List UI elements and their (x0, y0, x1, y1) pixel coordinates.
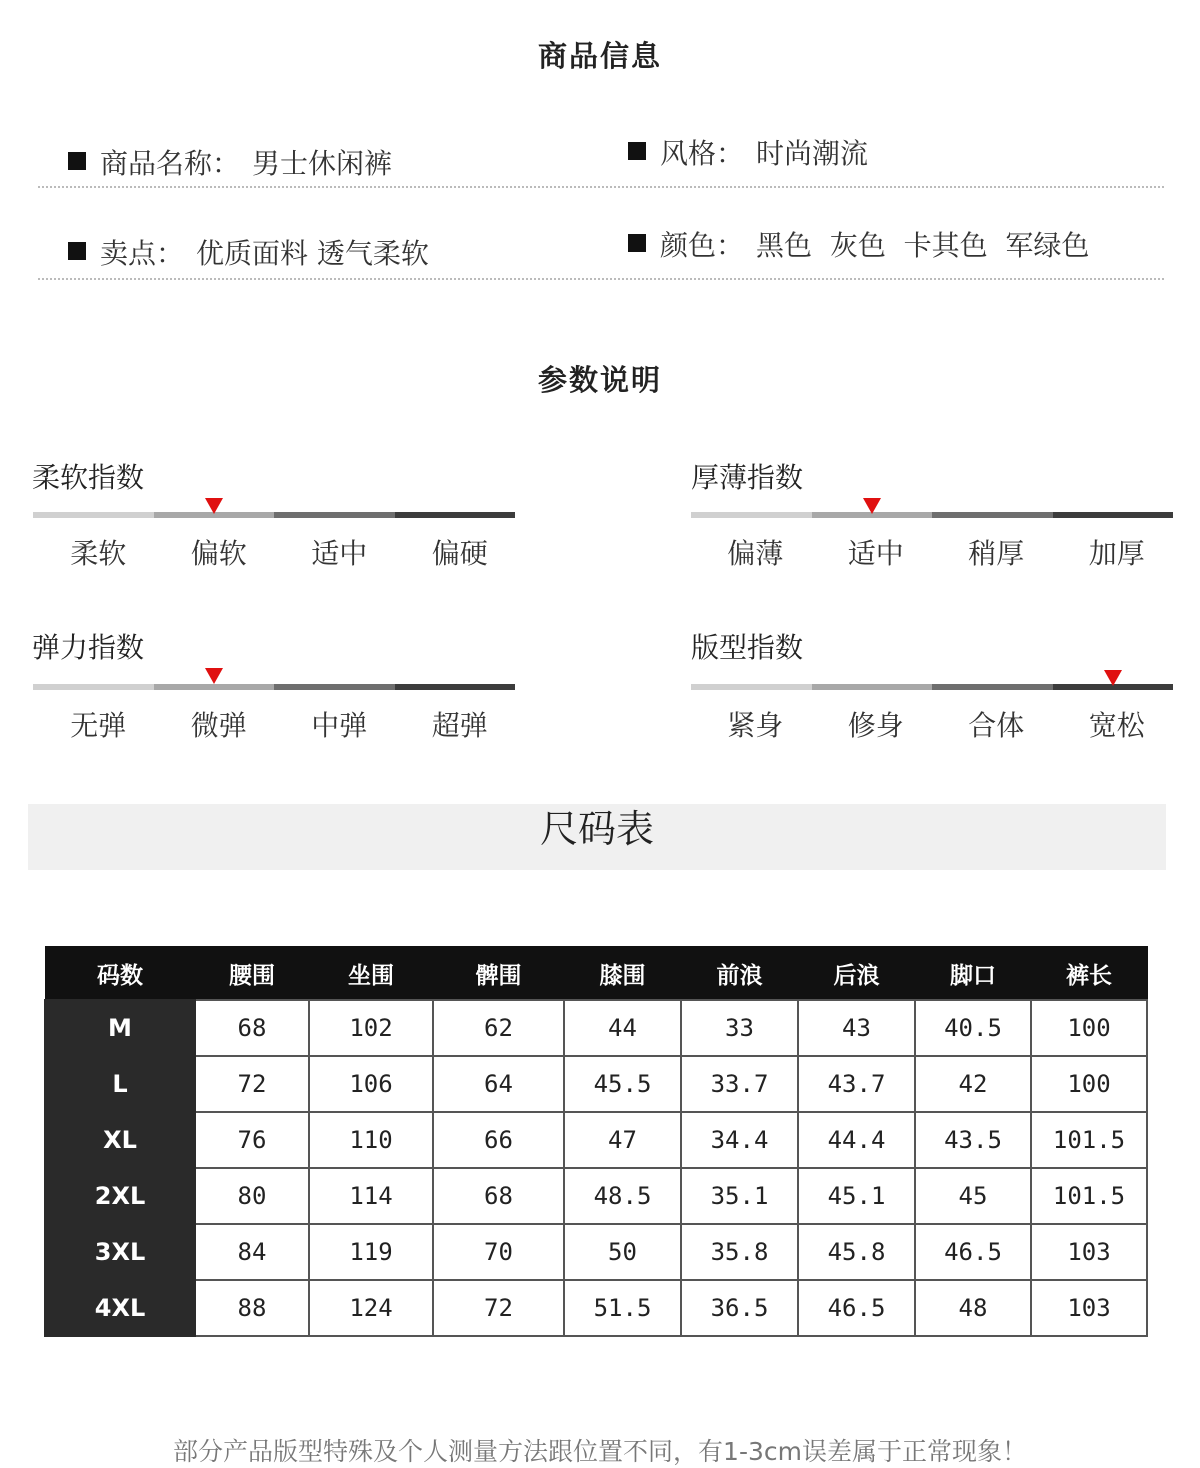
table-cell: 50 (564, 1224, 681, 1280)
table-cell: 44 (564, 1000, 681, 1056)
size-label-cell: 4XL (45, 1280, 195, 1336)
size-table (44, 946, 1148, 1337)
info-label: 风格： (660, 137, 745, 170)
table-row (45, 1112, 1147, 1168)
param-title-softness: 柔软指数 (32, 461, 145, 494)
table-row (45, 1056, 1147, 1112)
param-labels-fit (695, 704, 1177, 744)
table-cell: 62 (433, 1000, 564, 1056)
table-cell: 48.5 (564, 1168, 681, 1224)
param-level: 无弹 (70, 709, 127, 742)
table-cell: 46.5 (798, 1280, 915, 1336)
table-cell: 80 (195, 1168, 309, 1224)
info-value: 时尚潮流 (756, 137, 869, 170)
table-cell: 43.7 (798, 1056, 915, 1112)
table-cell: 124 (309, 1280, 433, 1336)
param-labels-thickness (695, 532, 1177, 572)
table-cell: 66 (433, 1112, 564, 1168)
size-label-cell: 3XL (45, 1224, 195, 1280)
table-cell: 68 (195, 1000, 309, 1056)
info-item-name (68, 142, 392, 182)
table-cell: 100 (1031, 1000, 1147, 1056)
table-cell: 34.4 (681, 1112, 798, 1168)
column-header: 前浪 (681, 947, 798, 1001)
table-cell: 110 (309, 1112, 433, 1168)
column-header: 脚口 (915, 947, 1031, 1001)
bullet-square-icon (628, 142, 646, 160)
table-cell: 45.8 (798, 1224, 915, 1280)
table-cell: 100 (1031, 1056, 1147, 1112)
size-label-cell: M (45, 1000, 195, 1056)
column-header: 坐围 (309, 947, 433, 1001)
table-cell: 103 (1031, 1280, 1147, 1336)
bullet-square-icon (68, 242, 86, 260)
table-cell: 51.5 (564, 1280, 681, 1336)
info-item-color (628, 224, 1089, 264)
table-row (45, 1168, 1147, 1224)
measurement-note: 部分产品版型特殊及个人测量方法跟位置不同，有1-3cm误差属于正常现象！ (173, 1437, 1027, 1466)
parameters-title: 参数说明 (537, 363, 662, 397)
table-row (45, 1224, 1147, 1280)
table-cell: 46.5 (915, 1224, 1031, 1280)
table-cell: 40.5 (915, 1000, 1031, 1056)
table-cell: 43 (798, 1000, 915, 1056)
param-level: 偏薄 (727, 537, 784, 570)
bullet-square-icon (628, 234, 646, 252)
param-level: 偏硬 (431, 537, 488, 570)
table-cell: 72 (433, 1280, 564, 1336)
param-level: 紧身 (727, 709, 784, 742)
dotted-divider (38, 278, 1164, 280)
column-header: 裤长 (1031, 947, 1147, 1001)
table-cell: 48 (915, 1280, 1031, 1336)
info-label: 卖点： (100, 237, 185, 270)
info-label: 颜色： (660, 229, 745, 262)
table-cell: 76 (195, 1112, 309, 1168)
param-bar-fit (691, 684, 1173, 690)
table-cell: 47 (564, 1112, 681, 1168)
param-level: 超弹 (431, 709, 488, 742)
param-level: 适中 (311, 537, 368, 570)
table-cell: 42 (915, 1056, 1031, 1112)
param-level: 稍厚 (968, 537, 1025, 570)
table-row (45, 1280, 1147, 1336)
param-level: 偏软 (190, 537, 247, 570)
table-cell: 45 (915, 1168, 1031, 1224)
param-labels-softness (38, 532, 520, 572)
param-title-thickness: 厚薄指数 (691, 461, 804, 494)
column-header: 腰围 (195, 947, 309, 1001)
param-level: 微弹 (190, 709, 247, 742)
table-cell: 114 (309, 1168, 433, 1224)
table-cell: 88 (195, 1280, 309, 1336)
column-header: 码数 (45, 947, 195, 1001)
info-value: 男士休闲裤 (252, 147, 393, 180)
column-header: 后浪 (798, 947, 915, 1001)
size-table-header-row (45, 947, 1147, 1001)
param-level: 中弹 (311, 709, 368, 742)
size-chart-title: 尺码表 (28, 804, 1166, 870)
table-cell: 64 (433, 1056, 564, 1112)
table-cell: 43.5 (915, 1112, 1031, 1168)
param-level: 加厚 (1088, 537, 1145, 570)
param-level: 修身 (847, 709, 904, 742)
info-item-selling-point (68, 232, 429, 272)
param-level: 柔软 (70, 537, 127, 570)
param-title-elasticity: 弹力指数 (32, 631, 145, 664)
info-value: 黑色 灰色 卡其色 军绿色 (756, 229, 1090, 262)
param-marker-elasticity (205, 668, 223, 684)
table-cell: 72 (195, 1056, 309, 1112)
param-marker-softness (205, 498, 223, 514)
table-cell: 84 (195, 1224, 309, 1280)
table-cell: 119 (309, 1224, 433, 1280)
table-cell: 35.8 (681, 1224, 798, 1280)
param-level: 适中 (847, 537, 904, 570)
table-cell: 70 (433, 1224, 564, 1280)
param-marker-thickness (863, 498, 881, 514)
param-bar-elasticity (33, 684, 515, 690)
table-cell: 35.1 (681, 1168, 798, 1224)
table-cell: 33.7 (681, 1056, 798, 1112)
size-label-cell: L (45, 1056, 195, 1112)
table-cell: 33 (681, 1000, 798, 1056)
table-cell: 103 (1031, 1224, 1147, 1280)
table-row (45, 1000, 1147, 1056)
param-bar-softness (33, 512, 515, 518)
info-value: 优质面料 透气柔软 (196, 237, 429, 270)
param-bar-thickness (691, 512, 1173, 518)
table-cell: 44.4 (798, 1112, 915, 1168)
param-labels-elasticity (38, 704, 520, 744)
table-cell: 68 (433, 1168, 564, 1224)
size-label-cell: 2XL (45, 1168, 195, 1224)
param-title-fit: 版型指数 (691, 631, 804, 664)
table-cell: 101.5 (1031, 1112, 1147, 1168)
column-header: 髀围 (433, 947, 564, 1001)
info-label: 商品名称： (100, 147, 241, 180)
product-info-title: 商品信息 (537, 39, 662, 73)
size-label-cell: XL (45, 1112, 195, 1168)
param-level: 宽松 (1088, 709, 1145, 742)
table-cell: 102 (309, 1000, 433, 1056)
dotted-divider (38, 186, 1164, 188)
param-level: 合体 (968, 709, 1025, 742)
table-cell: 106 (309, 1056, 433, 1112)
bullet-square-icon (68, 152, 86, 170)
table-cell: 101.5 (1031, 1168, 1147, 1224)
table-cell: 45.1 (798, 1168, 915, 1224)
table-cell: 45.5 (564, 1056, 681, 1112)
column-header: 膝围 (564, 947, 681, 1001)
param-marker-fit (1104, 670, 1122, 686)
info-item-style (628, 132, 868, 172)
table-cell: 36.5 (681, 1280, 798, 1336)
